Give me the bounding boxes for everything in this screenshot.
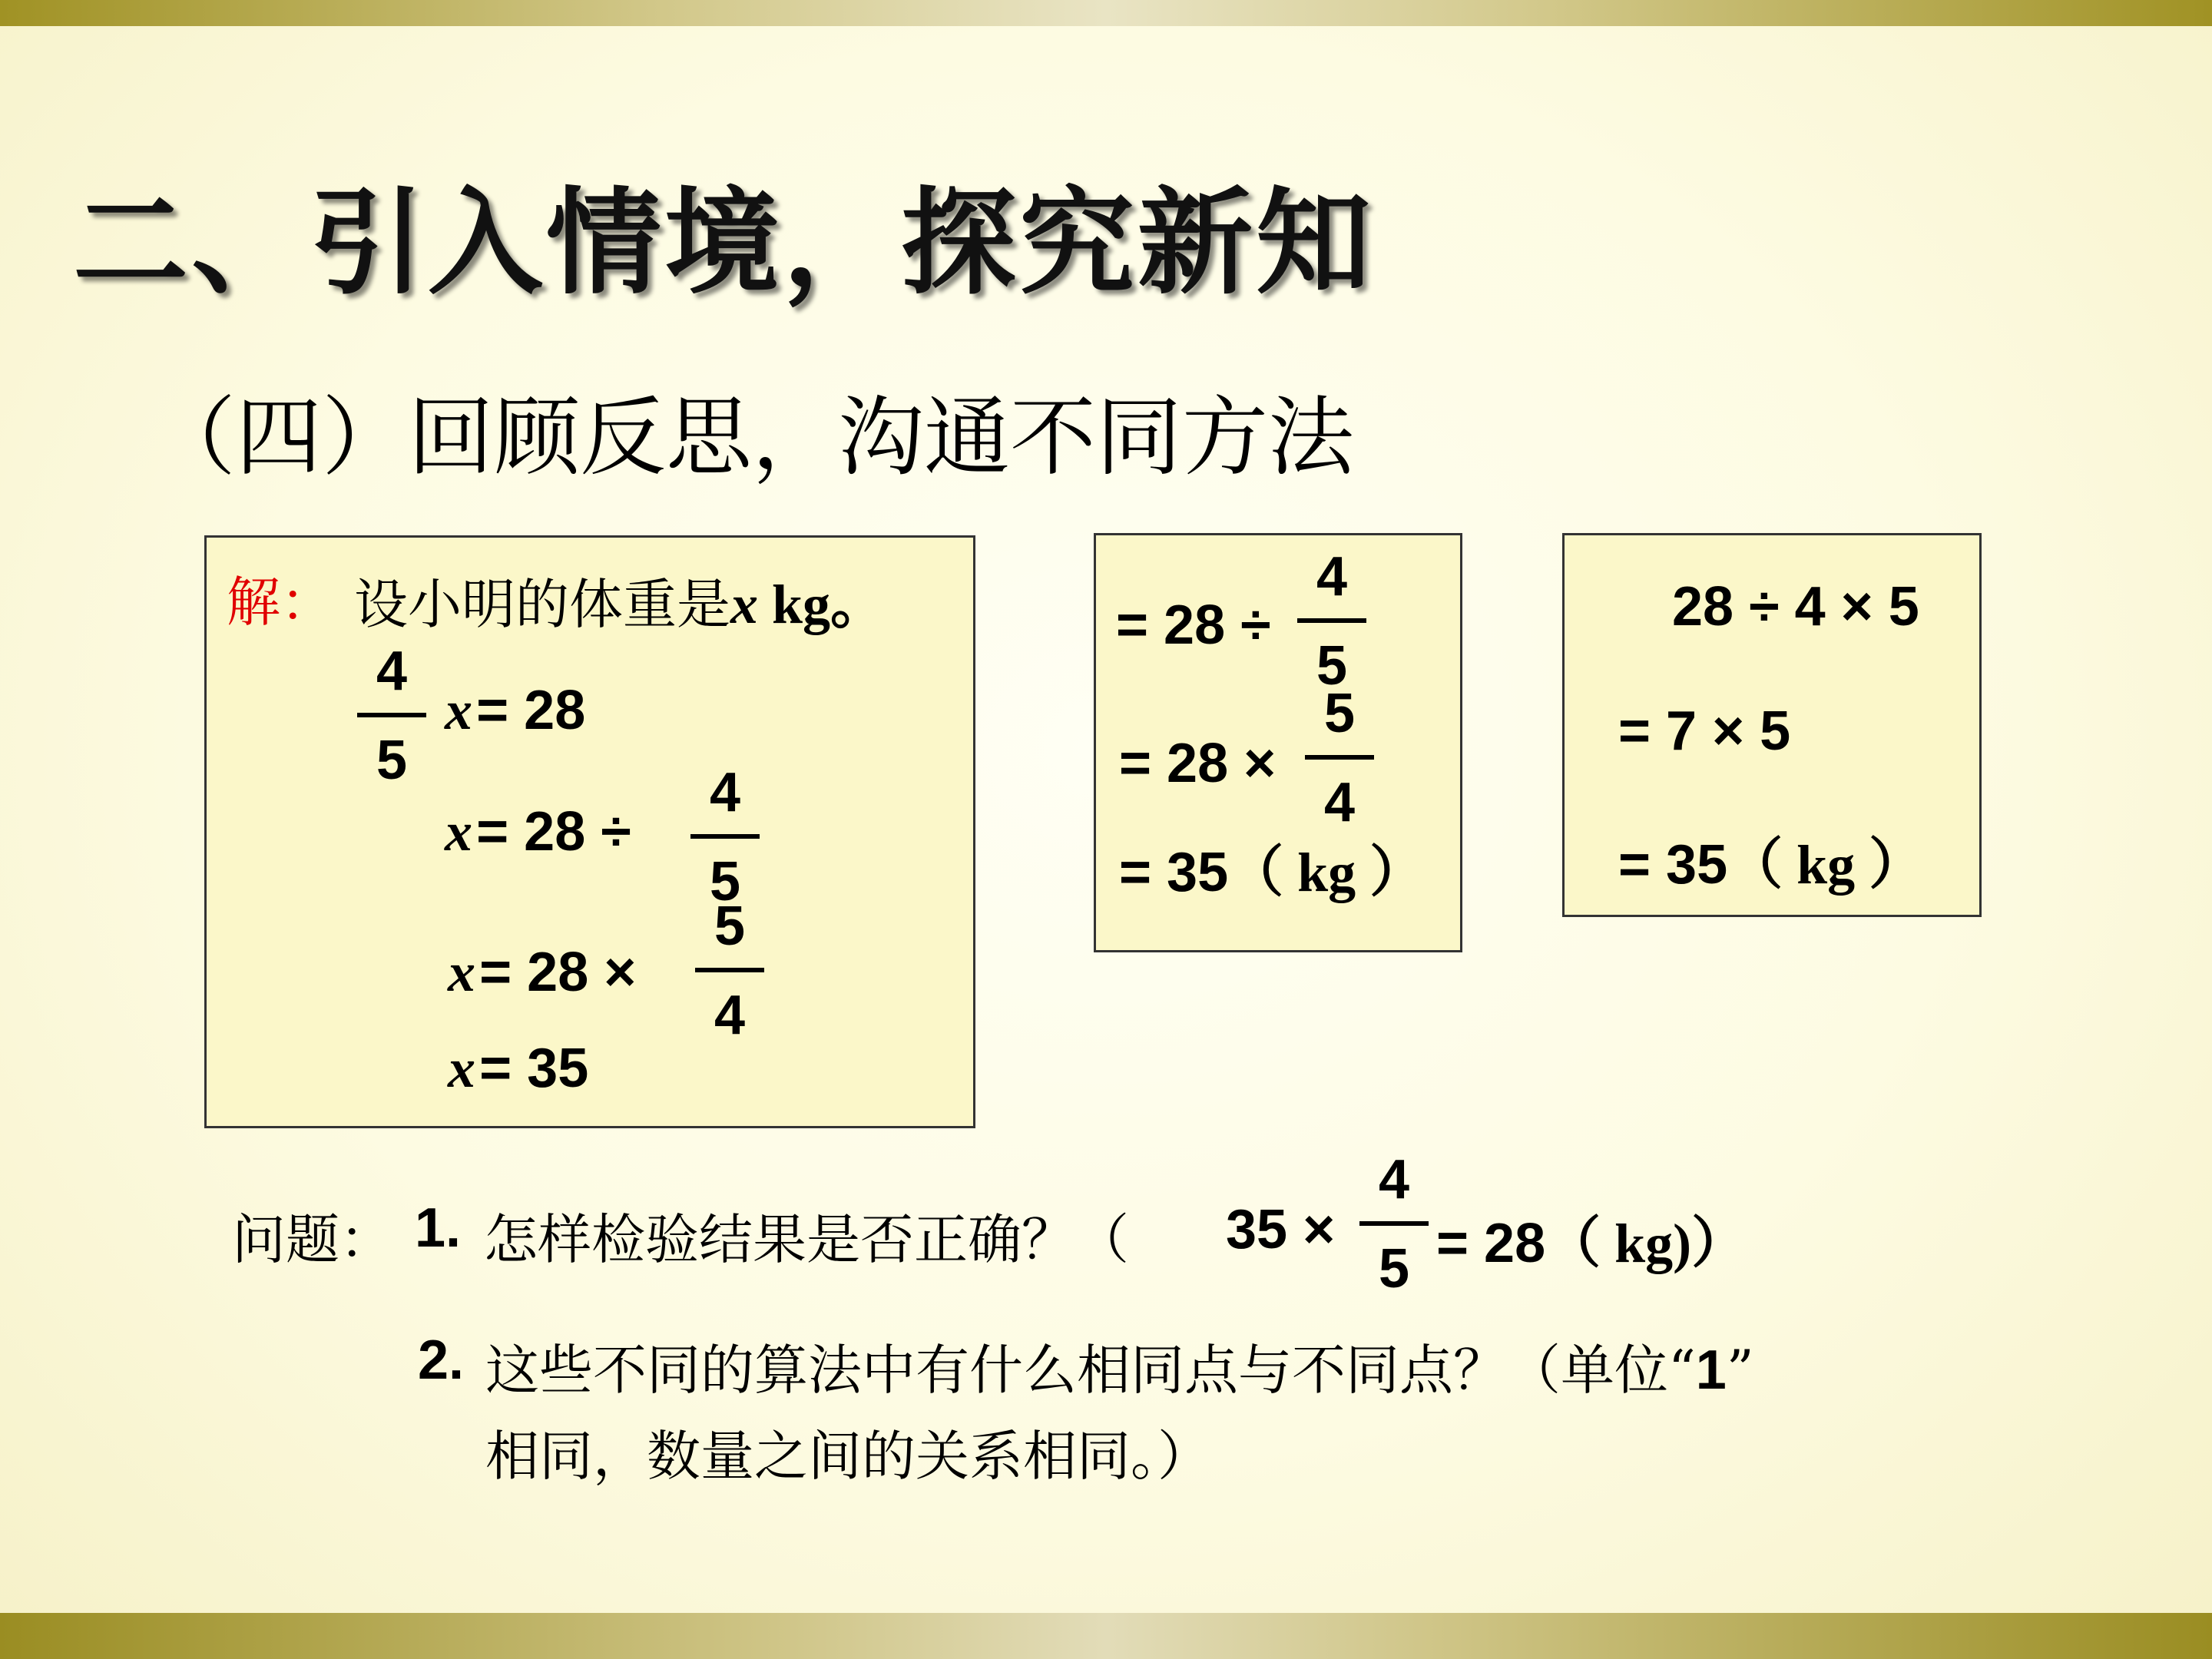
fraction-arithmetic-box	[1094, 533, 1462, 952]
equation-line-3	[448, 941, 636, 1005]
setup-variable: x	[730, 574, 758, 635]
unit-kg: （ kg ）	[1727, 834, 1925, 896]
equation-method-box	[204, 535, 975, 1128]
fraction-denominator: 4	[714, 985, 746, 1046]
questions-label: 问题：	[232, 1208, 393, 1271]
fraction-bar	[1297, 618, 1366, 623]
integer-arithmetic-box	[1562, 533, 1982, 917]
fraction-4-5	[357, 641, 426, 791]
fraction-denominator: 5	[709, 851, 741, 912]
variable-x: x	[445, 801, 472, 863]
fraction-bar	[690, 834, 760, 839]
fraction-4-5	[1359, 1149, 1429, 1300]
fraction-4-5	[1297, 546, 1366, 697]
fraction-5-4	[1305, 683, 1374, 833]
equation-line-1	[445, 679, 585, 743]
setup-unit: kg。	[758, 574, 886, 635]
arith-line-1: = 28 ÷	[1116, 594, 1271, 656]
equation-line-4	[448, 1037, 588, 1101]
equation-rhs: = 28 ×	[479, 942, 637, 1003]
fraction-bar	[1305, 755, 1374, 760]
fraction-numerator: 5	[1323, 683, 1356, 744]
setup-text	[354, 559, 886, 639]
calc-line-1: 28 ÷ 4 × 5	[1672, 576, 1919, 637]
calc-result: = 35	[1618, 834, 1728, 896]
fraction-5-4	[695, 896, 764, 1046]
fraction-numerator: 4	[376, 641, 408, 702]
bottom-decorative-band	[0, 1613, 2212, 1659]
fraction-bar	[1359, 1221, 1429, 1226]
fraction-numerator: 5	[714, 896, 746, 957]
fraction-denominator: 5	[376, 730, 408, 791]
fraction-numerator: 4	[709, 762, 741, 823]
fraction-numerator: 4	[1316, 546, 1348, 608]
unit-kg: （ kg ）	[1228, 842, 1426, 903]
question-1-number: 1.	[415, 1197, 462, 1259]
fraction-denominator: 4	[1323, 772, 1356, 833]
fraction-bar	[695, 968, 764, 972]
question-1-expr-a: 35 ×	[1226, 1199, 1336, 1260]
calc-line-3	[1618, 820, 1924, 899]
arith-result: = 35	[1119, 842, 1229, 903]
question-1-result: = 28	[1436, 1213, 1546, 1274]
unit-one: 1	[1695, 1339, 1727, 1401]
question-2-number: 2.	[418, 1330, 465, 1391]
question-2-text-b: ”	[1726, 1339, 1754, 1402]
question-2-line-2: 相同，数量之间的关系相同。）	[485, 1425, 1211, 1488]
equation-rhs: = 35	[479, 1038, 589, 1099]
equation-rhs: = 28	[476, 680, 586, 741]
unit-kg: （ kg)）	[1545, 1213, 1747, 1274]
fraction-denominator: 5	[1316, 635, 1348, 697]
arith-line-2: = 28 ×	[1119, 733, 1277, 794]
section-subtitle: （四）回顾反思，沟通不同方法	[150, 388, 1354, 488]
variable-x: x	[448, 942, 475, 1003]
question-1-text: 怎样检验结果是否正确？（	[484, 1208, 1129, 1271]
fraction-4-5	[690, 762, 760, 912]
solution-label: 解：	[227, 571, 334, 634]
question-2-text-a: 这些不同的算法中有什么相同点与不同点？（单位“	[485, 1339, 1696, 1402]
question-1-expr-b	[1436, 1198, 1747, 1278]
equation-line-2	[445, 800, 631, 864]
variable-x: x	[448, 1038, 475, 1099]
variable-x: x	[445, 680, 472, 741]
equation-rhs: = 28 ÷	[476, 801, 631, 863]
fraction-numerator: 4	[1378, 1149, 1410, 1210]
setup-prefix: 设小明的体重是	[354, 573, 730, 636]
fraction-bar	[357, 713, 426, 717]
arith-line-3	[1119, 827, 1425, 907]
top-decorative-band	[0, 0, 2212, 26]
fraction-denominator: 5	[1378, 1238, 1410, 1300]
question-2-text	[485, 1327, 1754, 1405]
page-title: 二、引入情境，探究新知	[73, 175, 1375, 310]
calc-line-2: = 7 × 5	[1618, 700, 1791, 762]
